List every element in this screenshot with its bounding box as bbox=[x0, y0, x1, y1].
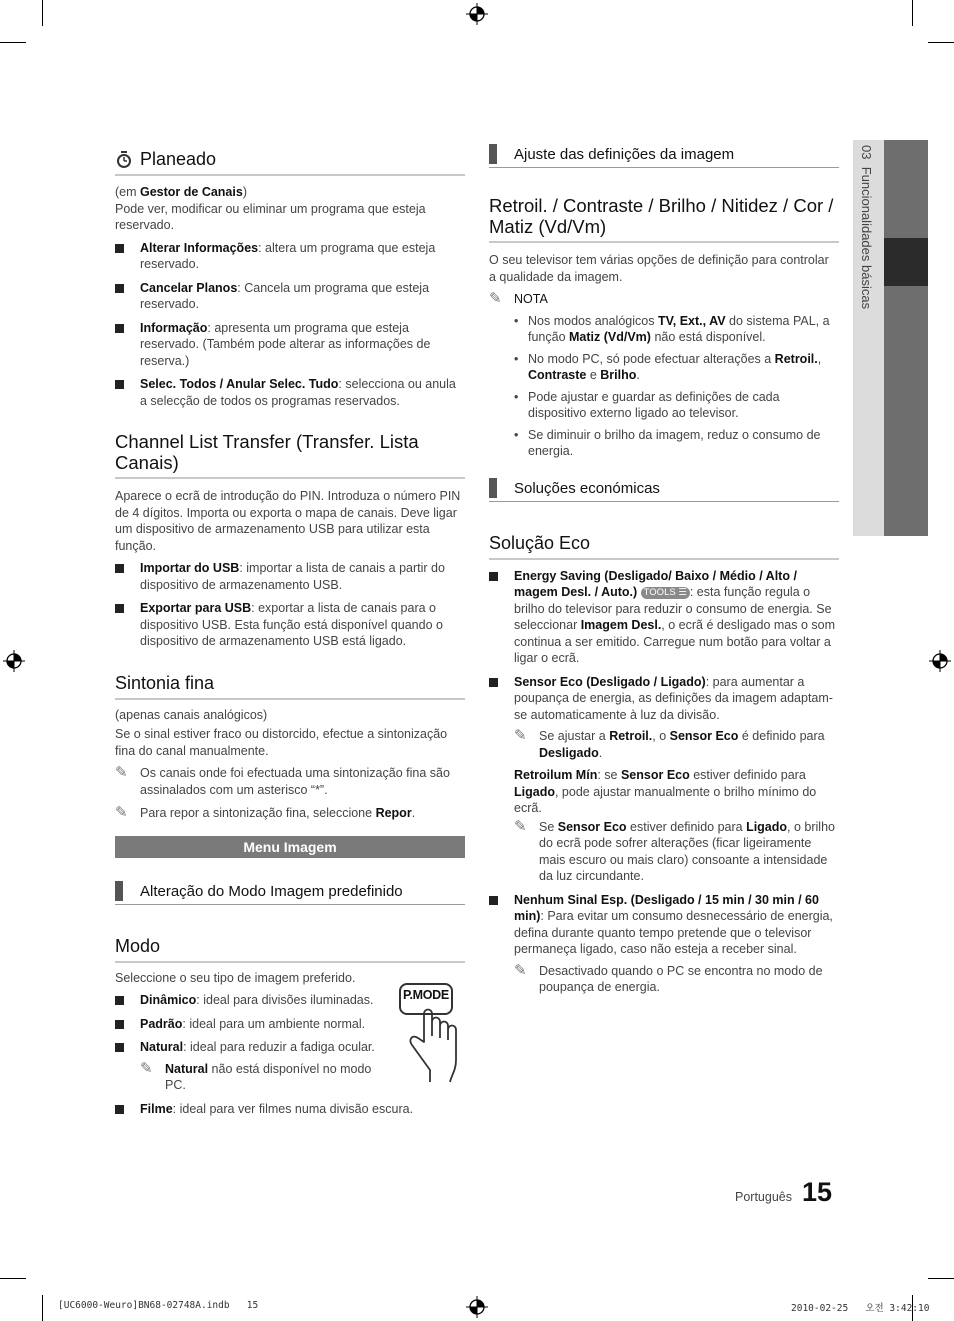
bullet-item: • Se diminuir o brilho da imagem, reduz o consumo de energia. bbox=[514, 427, 839, 460]
subsection-ajuste-imagem: Ajuste das definições da imagem bbox=[489, 146, 839, 168]
location-text: (em Gestor de Canais) bbox=[115, 185, 247, 199]
registration-mark-icon bbox=[3, 650, 25, 672]
modo-desc: Seleccione o seu tipo de imagem preferido. bbox=[115, 970, 356, 985]
sintonia-line2: Se o sinal estiver fraco ou distorcido, efectue a sintonização fina do canal manualmente. bbox=[115, 727, 448, 758]
footer-language: Português bbox=[735, 1190, 792, 1204]
note: ✎ Se ajustar a Retroil., o Sensor Eco é definido para Desligado. bbox=[514, 727, 825, 760]
planeado-desc: Pode ver, modificar ou eliminar um programa que esteja reservado. bbox=[115, 201, 426, 232]
crop-mark bbox=[928, 1278, 954, 1279]
footer-date: 2010-02-25 오전 3:42:10 bbox=[791, 1303, 930, 1314]
pencil-icon: ✎ bbox=[140, 1059, 153, 1077]
list-item: Importar do USB: importar a lista de canais a partir do dispositivo de armazenamento USB. bbox=[115, 560, 465, 593]
section-title-modo: Modo bbox=[115, 935, 465, 963]
list-item: Filme: ideal para ver filmes numa divisão escura. bbox=[115, 1101, 465, 1118]
chapter-number: 03 bbox=[859, 145, 874, 160]
section-title-solucao-eco: Solução Eco bbox=[489, 532, 839, 560]
modo-block bbox=[115, 970, 465, 1118]
registration-mark-icon bbox=[929, 650, 951, 672]
note: ✎ Para repor a sintonização fina, seleccione Repor. bbox=[115, 804, 416, 821]
section-title-retroil: Retroil. / Contraste / Brilho / Nitidez / Cor / Matiz (Vd/Vm) bbox=[489, 195, 839, 243]
pencil-icon: ✎ bbox=[514, 961, 527, 979]
menu-imagem-bar: Menu Imagem bbox=[115, 836, 465, 858]
crop-mark bbox=[928, 42, 954, 43]
bullet-item: • No modo PC, só pode efectuar alterações a Retroil., Contraste e Brilho. bbox=[514, 351, 839, 384]
crop-mark bbox=[42, 1295, 43, 1321]
channel-list-desc: Aparece o ecrã de introdução do PIN. Introduza o número PIN de 4 dígitos. Importa ou exporta o mapa de canais. Deve ligar um dispositivo de armazenamento USB para utilizar esta função. bbox=[115, 489, 461, 553]
list-item: Padrão: ideal para um ambiente normal. bbox=[115, 1016, 465, 1033]
list-item: Energy Saving (Desligado/ Baixo / Médio / Alto / magem Desl. / Auto.) TOOLS ☰ : esta função regula o brilho do televisor para reduzir o consumo de energia. Se seleccionar Imagem Desl., o ecrã é desligado mas o som continua a ser emitido. Carregue num botão para voltar a ligar o ecrã. bbox=[489, 568, 839, 667]
crop-mark bbox=[912, 0, 913, 26]
chapter-tab-marker bbox=[884, 238, 928, 286]
section-title-channel-list: Channel List Transfer (Transfer. Lista Canais) bbox=[115, 431, 465, 479]
note-heading: ✎ NOTA bbox=[489, 290, 548, 307]
list-item: Informação: apresenta um programa que esteja reservado. (Também pode alterar as informações de reserva.) bbox=[115, 320, 465, 370]
list-item: Nenhum Sinal Esp. (Desligado / 15 min / 30 min / 60 min): Para evitar um consumo desnecessário de energia, defina durante quanto tempo pretende que o televisor permaneça ligado, caso não esteja a receber sinal. bbox=[489, 892, 839, 958]
registration-mark-icon bbox=[466, 1296, 488, 1318]
pencil-icon: ✎ bbox=[514, 727, 527, 744]
retroilum-text: Retroilum Mín: se Sensor Eco estiver definido para Ligado, pode ajustar manualmente o brilho mínimo do ecrã. bbox=[514, 768, 817, 815]
subsection-alteracao-modo: Alteração do Modo Imagem predefinido bbox=[115, 883, 465, 905]
retroil-desc: O seu televisor tem várias opções de definição para controlar a qualidade da imagem. bbox=[489, 253, 829, 284]
list-item: Natural: ideal para reduzir a fadiga ocular. bbox=[115, 1039, 465, 1056]
pencil-icon: ✎ bbox=[115, 764, 128, 781]
tools-button-icon: TOOLS ☰ bbox=[641, 587, 690, 599]
left-column bbox=[115, 148, 465, 1117]
crop-mark bbox=[0, 42, 26, 43]
registration-mark-icon bbox=[466, 3, 488, 25]
note: ✎ Desactivado quando o PC se encontra no modo de poupança de energia. bbox=[514, 961, 823, 994]
subsection-solucoes-economicas: Soluções económicas bbox=[489, 480, 839, 502]
section-title-planeado: Planeado bbox=[115, 148, 465, 176]
list-item: Alterar Informações: altera um programa que esteja reservado. bbox=[115, 240, 465, 273]
list-item: Cancelar Planos: Cancela um programa que esteja reservado. bbox=[115, 280, 465, 313]
crop-mark bbox=[42, 0, 43, 26]
note: ✎ Se Sensor Eco estiver definido para Ligado, o brilho do ecrã pode sofrer alterações (ficar ligeiramente mais escuro ou mais claro) consoante a intensidade da luz circundante. bbox=[514, 817, 835, 883]
crop-mark bbox=[0, 1278, 26, 1279]
pmode-label: P.MODE bbox=[403, 987, 449, 1002]
footer-file: [UC6000-Weuro]BN68-02748A.indb 15 bbox=[58, 1300, 259, 1311]
sintonia-line1: (apenas canais analógicos) bbox=[115, 707, 268, 722]
right-column bbox=[489, 146, 839, 996]
bullet-item: • Pode ajustar e guardar as definições de cada dispositivo externo ligado ao televisor. bbox=[514, 389, 839, 422]
pencil-icon: ✎ bbox=[115, 804, 128, 821]
chapter-tab-dark bbox=[884, 140, 928, 536]
bullet-item: • Nos modos analógicos TV, Ext., AV do sistema PAL, a função Matiz (Vd/Vm) não está disponível. bbox=[514, 313, 839, 346]
list-item: Sensor Eco (Desligado / Ligado): para aumentar a poupança de energia, as definições da imagem adaptam-se automaticamente à luz da divisão. bbox=[489, 674, 839, 724]
list-item: Exportar para USB: exportar a lista de canais para o dispositivo USB. Esta função está disponível quando o dispositivo de armazenamento USB está ligado. bbox=[115, 600, 465, 650]
pencil-icon: ✎ bbox=[514, 817, 527, 835]
chapter-tab-label bbox=[859, 145, 874, 309]
section-title-sintonia: Sintonia fina bbox=[115, 672, 465, 700]
page-number: 15 bbox=[802, 1177, 833, 1207]
note: ✎ Natural não está disponível no modo PC. bbox=[140, 1059, 372, 1092]
list-item: Dinâmico: ideal para divisões iluminadas. bbox=[115, 992, 465, 1009]
pencil-icon: ✎ bbox=[489, 290, 502, 307]
list-item: Selec. Todos / Anular Selec. Tudo: selecciona ou anula a selecção de todos os programas reservados. bbox=[115, 376, 465, 409]
note: ✎ Os canais onde foi efectuada uma sintonização fina são assinalados com um asterisco “*”. bbox=[115, 764, 450, 797]
chapter-title: Funcionalidades básicas bbox=[859, 166, 874, 310]
clock-icon bbox=[115, 151, 133, 169]
